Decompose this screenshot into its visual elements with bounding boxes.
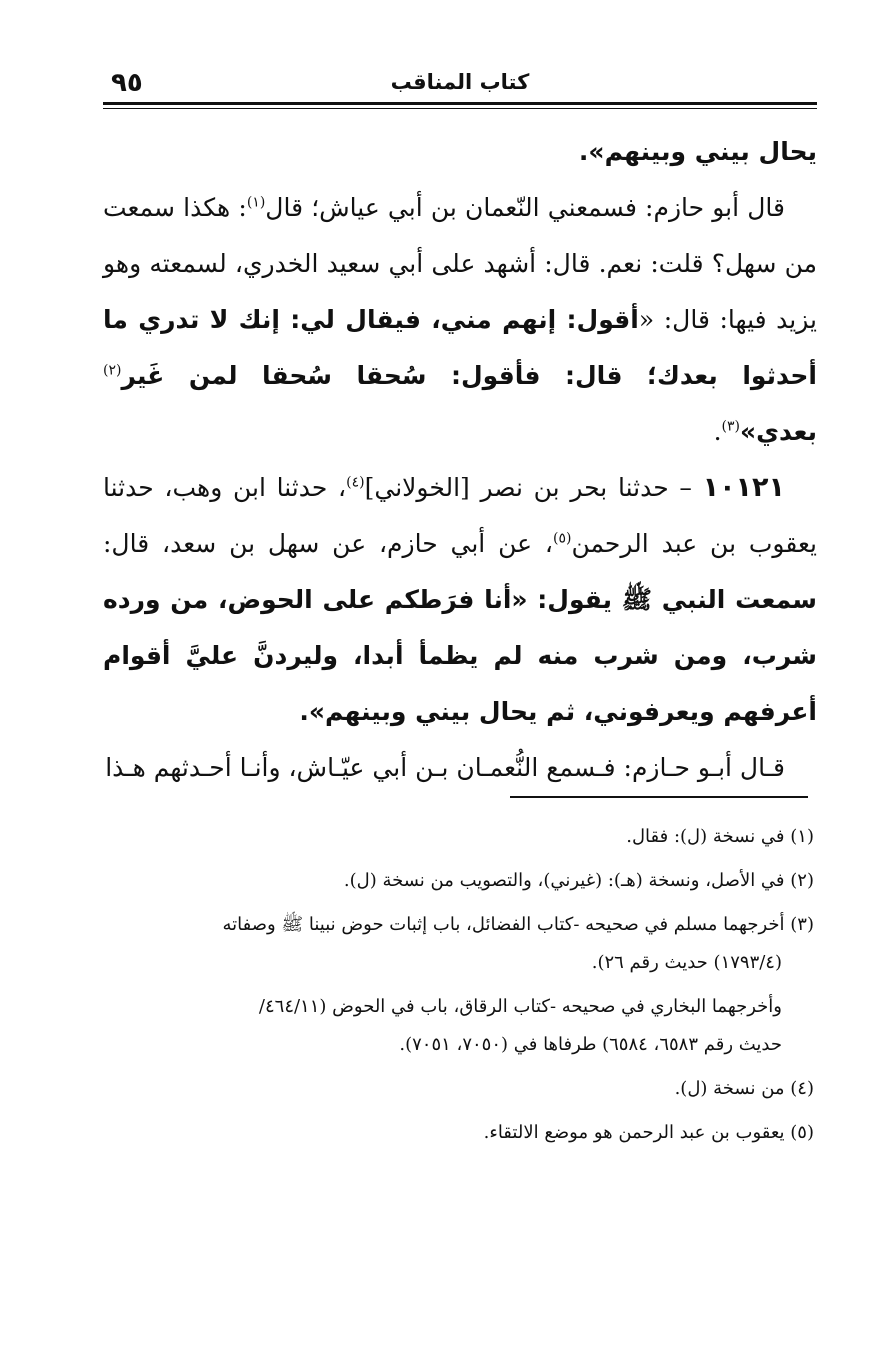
p2-bold-b: بعدي» <box>739 417 817 446</box>
p4-text: قـال أبـو حـازم: فـسمع النُّعمـان بـن أبي عيّـاش، وأنـا أحـدثهم هـذا <box>105 753 785 782</box>
footnote-1: (١) في نسخة (ل): فقال. <box>626 826 814 847</box>
header-rule-thick <box>103 102 817 105</box>
footnote-3-line-4: حديث رقم ٦٥٨٣، ٦٥٨٤) طرفاها في (٧٠٥٠، ٧٠٥١). <box>399 1034 782 1055</box>
footnote-3-line-1: (٣) أخرجهما مسلم في صحيحه -كتاب الفضائل، باب إثبات حوض نبينا ﷺ وصفاته <box>222 914 814 935</box>
p2-text-a: قال أبو حازم: فسمعني النّعمان بن أبي عياش؛ قال <box>265 193 785 222</box>
footnote-ref-5: (٥) <box>552 530 572 547</box>
footnote-3-line-2: (١٧٩٣/٤) حديث رقم ٢٦). <box>591 952 782 973</box>
footnote-2: (٢) في الأصل، ونسخة (هـ): (غيرني)، والتصويب من نسخة (ل). <box>343 870 814 891</box>
page-number: ٩٥ <box>111 68 143 98</box>
footnote-5: (٥) يعقوب بن عبد الرحمن هو موضع الالتقاء. <box>483 1122 814 1143</box>
footnote-ref-3: (٣) <box>721 418 740 435</box>
footnote-4: (٤) من نسخة (ل). <box>674 1078 814 1099</box>
page-header <box>103 62 817 98</box>
p3-text-c: ، عن أبي حازم، عن سهل بن سعد، قال: <box>103 529 553 558</box>
p2-end: . <box>713 417 722 446</box>
book-title: كتاب المناقب <box>390 70 530 94</box>
paragraph-1 <box>103 124 817 180</box>
header-rule-thin <box>103 108 817 109</box>
hadith-number: ١٠١٢١ <box>702 472 785 503</box>
paragraph-2 <box>103 180 817 460</box>
p3-text-b: ، حدثنا ابن وهب، حدثنا يعقوب بن عبد الرحمن <box>103 473 817 558</box>
p2-text-b: : هكذا سمعت من سهل؟ قلت: نعم. قال: أشهد على أبي سعيد الخدري، لسمعته وهو يزيد فيها: قال: « <box>103 193 817 334</box>
footnote-ref-4: (٤) <box>346 474 365 491</box>
footnote-ref-2: (٢) <box>103 362 122 379</box>
paragraph-3 <box>103 460 817 740</box>
p2-bold-a: أقول: إنهم مني، فيقال لي: إنك لا تدري ما أحدثوا بعدك؛ قال: فأقول: سُحقا سُحقا لمن غَير <box>103 305 817 390</box>
paragraph-4 <box>103 740 817 796</box>
footnote-3-cont <box>98 988 814 1064</box>
footnote-ref-1: (١) <box>246 194 266 211</box>
footnote-separator <box>510 796 808 798</box>
paragraph-1-text: يحال بيني وبينهم». <box>578 137 817 166</box>
footnote-3-line-3: وأخرجهما البخاري في صحيحه -كتاب الرقاق، باب في الحوض (٤٦٤/١١/ <box>258 996 782 1017</box>
p3-text-a: – حدثنا بحر بن نصر [الخولاني] <box>364 473 703 502</box>
p3-bold: سمعت النبي ﷺ يقول: «أنا فرَطكم على الحوض، من ورده شرب، ومن شرب منه لم يظمأ أبدا، وليردنَّ عليَّ أقوام أعرفهم ويعرفوني، ثم يحال بيني وبينهم». <box>103 585 817 726</box>
main-text <box>103 124 817 796</box>
footnote-3 <box>98 906 814 982</box>
footnotes <box>98 818 814 1158</box>
